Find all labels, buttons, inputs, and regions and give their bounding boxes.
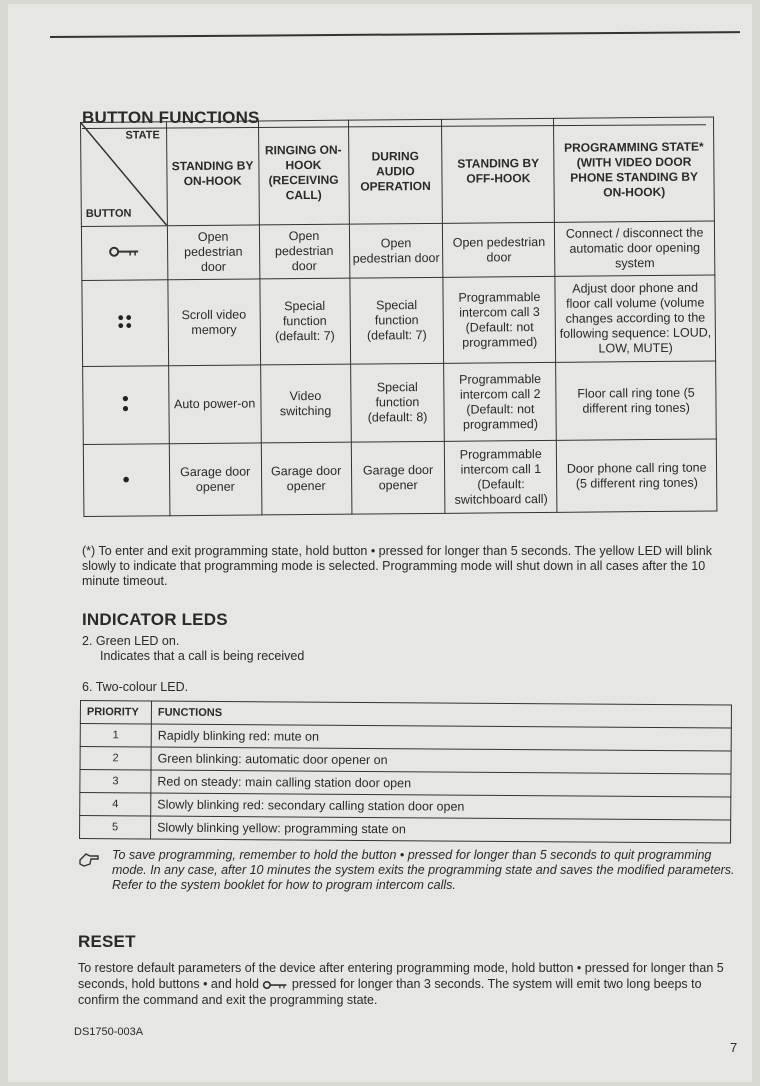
indicator-leds-heading: INDICATOR LEDS xyxy=(82,610,228,629)
column-header: STANDING BY OFF-HOOK xyxy=(442,118,555,223)
table-cell: Programmable intercom call 2 (Default: not programmed) xyxy=(444,362,557,441)
table-cell: Open pedestrian door xyxy=(443,222,555,277)
column-header: RINGING ON-HOOK (RECEIVING CALL) xyxy=(258,120,349,225)
document-code: DS1750-003A xyxy=(74,1026,144,1038)
footnote xyxy=(82,544,732,589)
table-cell: Video switching xyxy=(260,364,351,443)
button-two-dots-cell xyxy=(83,366,169,445)
table-cell: Programmable intercom call 3 (Default: not programmed) xyxy=(443,276,556,363)
tip-text-line2: Refer to the system booklet for how to program intercom calls. xyxy=(112,878,456,892)
priority-column-header: PRIORITY xyxy=(80,701,151,724)
programming-tip xyxy=(78,848,738,893)
table-row xyxy=(81,221,714,281)
table-cell: Scroll video memory xyxy=(168,279,261,366)
two-dots-icon xyxy=(122,394,130,412)
corner-state-label: STATE xyxy=(125,129,160,142)
table-row xyxy=(83,361,717,445)
button-one-dot-cell xyxy=(83,444,169,517)
one-dot-icon xyxy=(122,476,130,484)
reset-paragraph xyxy=(78,960,742,1008)
four-dots-icon xyxy=(117,313,133,329)
table-cell: Garage door opener xyxy=(351,441,446,514)
led-item-number: 2. xyxy=(82,634,93,648)
key-icon xyxy=(108,245,140,257)
table-cell: Open pedestrian door xyxy=(259,224,349,279)
footnote-text: To enter and exit programming state, hold button • pressed for longer than 5 seconds. The yellow LED will blink slowly to indicate that programming mode is selected. Programming mode will shut down in all cases after the 10 minute timeout. xyxy=(82,544,712,588)
column-header: DURING AUDIO OPERATION xyxy=(348,119,443,224)
table-cell: Open pedestrian door xyxy=(167,225,259,280)
reset-text-part1: To restore default parameters of the device after entering programming mode, hold button • pressed for longer than 5 seconds, hold buttons • and hold xyxy=(78,961,724,991)
table-cell: Garage door opener xyxy=(169,443,261,516)
footnote-marker: (*) xyxy=(82,544,96,558)
corner-button-label: BUTTON xyxy=(85,207,132,220)
corner-header-cell xyxy=(81,122,168,227)
function-cell: Slowly blinking red: secondary calling station door open xyxy=(151,793,731,820)
priority-cell: 4 xyxy=(80,793,151,816)
led-item-title: Two-colour LED. xyxy=(95,680,189,694)
table-cell: Special function (default: 8) xyxy=(350,363,445,442)
priority-table xyxy=(79,700,732,844)
table-cell: Special function (default: 7) xyxy=(349,277,444,364)
table-cell: Garage door opener xyxy=(261,442,352,515)
function-cell: Slowly blinking yellow: programming state on xyxy=(151,816,731,843)
priority-cell: 3 xyxy=(80,770,151,793)
priority-cell: 5 xyxy=(80,816,151,839)
table-cell: Special function (default: 7) xyxy=(259,278,350,365)
led-item-6 xyxy=(82,680,188,695)
table-row xyxy=(80,816,731,844)
table-cell: Auto power-on xyxy=(168,365,261,444)
key-icon xyxy=(262,980,288,990)
reset-heading: RESET xyxy=(78,932,136,951)
function-cell: Rapidly blinking red: mute on xyxy=(151,724,731,751)
hand-pointer-icon xyxy=(78,850,100,868)
button-key-cell xyxy=(81,226,167,281)
table-header-row xyxy=(81,117,715,227)
table-row xyxy=(83,439,717,517)
table-cell: Open pedestrian door xyxy=(349,223,443,278)
table-cell: Door phone call ring tone (5 different ring tones) xyxy=(557,439,717,512)
led-item-title: Green LED on. xyxy=(95,634,180,648)
column-header: PROGRAMMING STATE* (WITH VIDEO DOOR PHONE STANDING BY ON-HOOK) xyxy=(554,117,715,222)
table-cell: Connect / disconnect the automatic door opening system xyxy=(555,221,715,276)
priority-cell: 2 xyxy=(80,747,151,770)
led-item-2-description: Indicates that a call is being received xyxy=(100,649,305,663)
led-item-number: 6. xyxy=(82,680,93,694)
reset-text-part2: pressed for longer than 3 seconds. The system will emit two long beeps to confirm the command and exit the programming state. xyxy=(78,977,702,1007)
table-cell: Adjust door phone and floor call volume (volume changes according to the following sequence: LOUD, LOW, MUTE) xyxy=(555,275,715,362)
function-cell: Red on steady: main calling station door open xyxy=(151,770,731,797)
page-number: 7 xyxy=(730,1040,738,1055)
button-functions-heading: BUTTON FUNCTIONS xyxy=(82,108,260,127)
priority-cell: 1 xyxy=(80,724,151,747)
table-row xyxy=(82,275,716,367)
button-functions-table xyxy=(80,116,717,517)
led-item-2 xyxy=(82,634,179,649)
table-cell: Floor call ring tone (5 different ring tones) xyxy=(556,361,716,440)
tip-text-line1: To save programming, remember to hold the button • pressed for longer than 5 seconds to quit programming mode. In any case, after 10 minutes the system exits the programming state and saves the modified parameters. xyxy=(112,848,735,877)
column-header: STANDING BY ON-HOOK xyxy=(166,121,259,226)
top-divider xyxy=(50,31,740,38)
table-cell: Programmable intercom call 1 (Default: switchboard call) xyxy=(445,440,557,513)
button-four-dots-cell xyxy=(82,280,168,367)
functions-column-header: FUNCTIONS xyxy=(151,701,731,728)
function-cell: Green blinking: automatic door opener on xyxy=(151,747,731,774)
manual-page xyxy=(8,4,752,1082)
